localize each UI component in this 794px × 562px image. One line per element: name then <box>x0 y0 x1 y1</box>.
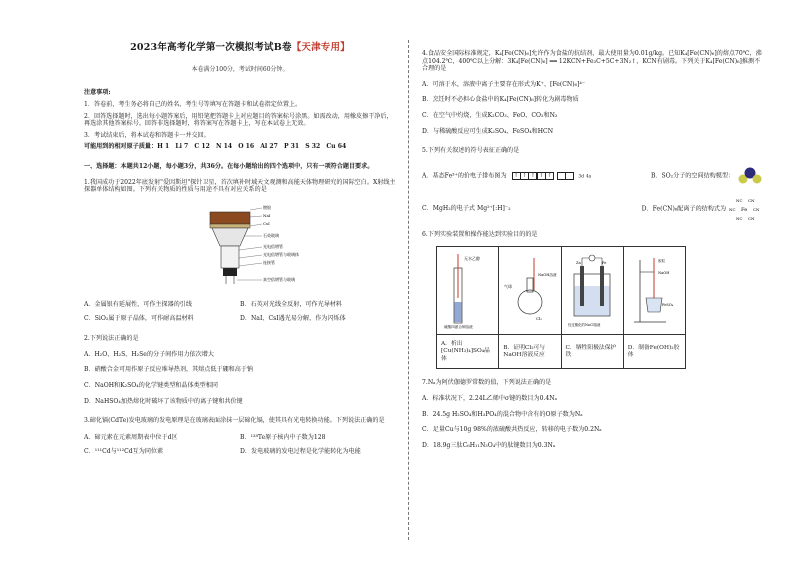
option-b: B．¹²⁸Te原子核内中子数为128 <box>240 433 326 441</box>
svg-text:CN: CN <box>753 206 760 212</box>
fig-label: 光电倍增管 <box>263 243 283 249</box>
title-main: 2023年高考化学第一次模拟考试B卷 <box>130 42 292 53</box>
fig-text: Cl₂ <box>535 315 542 321</box>
question-3-stem: 3.碲化镉(CdTe)发电玻璃的发电原理是在玻璃表面涂抹一层碲化镉，使其具有光电转换功能。下列说法正确的是 <box>84 417 385 425</box>
option-c: C．SiO₂属于原子晶体，可作耐高温材料 <box>84 315 194 323</box>
label-b: B．证明Cl₂可与NaOH溶液反应 <box>499 335 561 369</box>
fe-cn-structure-icon <box>728 197 762 221</box>
orbital-box: ↑ <box>512 172 521 180</box>
svg-text:NC: NC <box>736 215 743 221</box>
apparatus-a <box>440 250 496 330</box>
option-a: A．H₂O、H₂S、H₂Se的分子间作用力依次增大 <box>84 350 214 358</box>
note-item: 3．考试结束后，将本试卷和答题卡一并交回。 <box>84 131 210 139</box>
svg-text:NC: NC <box>736 197 743 203</box>
option-d: D．发电玻璃的发电过程是化学能转化为电能 <box>240 448 361 456</box>
svg-text:Fe: Fe <box>741 206 748 213</box>
orbital-box: ↑ <box>545 172 554 180</box>
fig-cell-c <box>561 247 623 335</box>
question-5-row-cd <box>422 197 762 221</box>
apparatus-c <box>564 250 620 330</box>
label-d: D．制备Fe(OH)₂胶体 <box>623 335 685 369</box>
option-c: C．¹¹¹Cd与¹¹²Cd互为同位素 <box>84 448 164 456</box>
section-1-heading: 一、选择题：本题共12小题，每小题3分，共36分。在每小题给出的四个选项中，只有一项符合题目要求。 <box>84 163 374 171</box>
title-tag: 【天津专用】 <box>291 42 350 53</box>
fig-text: 气球 <box>503 283 512 289</box>
left-column <box>84 34 396 456</box>
column-divider <box>408 40 409 540</box>
question-1-options <box>84 301 396 323</box>
so2-model-icon <box>736 167 762 185</box>
question-6 <box>422 231 762 370</box>
fig-text: Fe <box>602 260 607 265</box>
question-5 <box>422 147 762 221</box>
question-7-stem: 7.Nₐ为阿伏伽德罗常数的值，下列说法正确的是 <box>422 379 552 387</box>
fig-cell-d <box>623 247 685 335</box>
question-3-options <box>84 434 396 456</box>
orbital-diagram <box>512 172 574 180</box>
question-6-stem: 6.下列实验装置和操作能达到实验目的的是 <box>422 230 538 238</box>
fig-cell-a <box>437 247 499 335</box>
option-d: D．与稀硫酸反应可生成K₂SO₄、FeSO₄和HCN <box>422 127 554 135</box>
label-c: C．牺牲阳极法保护铁 <box>561 335 623 369</box>
orbital-label-3d: 3d <box>578 174 585 180</box>
option-c: C．MgH₂的电子式 Mg²⁺[:H]⁻₂ <box>422 205 511 213</box>
question-4-stem: 4.食品安全国际标准规定，K₄[Fe(CN)₆]允许作为食盐的抗结剂，最大使用量为0.01g/kg。已知K₄[Fe(CN)₆]的熔点70℃，沸点104.2℃，400℃以上分解：3K₄[Fe(CN)₆] ══ 12KCN+Fe₃C+5C+3N₂↑，KCN有剧毒。下列关于K₄[Fe(CN)₆]推测不合理的是 <box>422 50 762 73</box>
exam-subtitle: 本卷满分100分，考试时间60分钟。 <box>191 65 289 73</box>
fig-text: NaOH <box>658 270 670 275</box>
orbital-label-4s: 4s <box>586 174 592 180</box>
fig-label: 光电倍增管与玻璃体 <box>263 251 299 257</box>
right-column <box>422 34 762 450</box>
option-c: C．在空气中灼烧，生成K₂CO₃、FeO、CO₂和N₂ <box>422 112 558 120</box>
option-a-text: A．基态Fe³⁺的价电子排布图为 <box>422 172 507 180</box>
svg-text:CN: CN <box>748 215 755 221</box>
option-b: B．24.5g H₂SO₄和H₃PO₄的混合物中含有的O原子数为Nₐ <box>422 410 583 418</box>
option-a: A．标准状况下，2.24L乙烯中σ键的数目为0.4Nₐ <box>422 395 557 403</box>
fig-text: FeSO₄ <box>662 302 674 307</box>
question-7 <box>422 379 762 449</box>
fig-text: NaOH溶液 <box>537 272 557 277</box>
option-b-text: B．SO₂分子的空间结构模型： <box>650 172 735 180</box>
question-1-stem: 1.我国成功于2022年底发射"爱因斯坦"探针卫星，首次填补时域天文观测和高能天体物理研究的国际空白。X射线主探器单体结构如图。下列有关物质的性质与用途不具有对应关系的是 <box>84 178 396 194</box>
apparatus-d <box>626 250 682 330</box>
note-item: 1．答卷前，考生务必将自己的姓名、考生号等填写在答题卡和试卷指定位置上。 <box>84 100 302 108</box>
question-5-stem: 5.下列有关叙述的符号表征正确的是 <box>422 147 520 155</box>
label-a: A．析出[Cu(NH₃)₄]SO₄晶体 <box>437 335 499 369</box>
fig-text: 无水乙醇 <box>463 255 480 261</box>
orbital-box <box>565 172 574 180</box>
question-1 <box>84 179 396 323</box>
option-b: B．烹饪时不必担心食盐中的K₄[Fe(CN)₆]转化为剧毒物质 <box>422 96 579 104</box>
option-c: C．足量Cu与10g 98%的浓硫酸共热反应，转移的电子数为0.2Nₐ <box>422 426 602 434</box>
question-4 <box>422 50 762 135</box>
exam-title <box>84 42 396 54</box>
option-a: A．金属银有延展性，可作主探器的引线 <box>84 300 192 308</box>
option-d: D．18.9g三肽C₆H₁₁N₃O₄中的肽键数目为0.3Nₐ <box>422 441 556 449</box>
option-a: A．可溶于水，溶液中离子主要存在形式为K⁺、[Fe(CN)₆]⁴⁻ <box>422 80 586 88</box>
svg-text:CN: CN <box>748 197 755 203</box>
fig-label: 连接管 <box>263 259 275 265</box>
fig-text: 胶粒 <box>658 258 666 263</box>
fig-label: 镀银 <box>263 204 271 210</box>
question-5-row-ab <box>422 167 762 185</box>
orbital-box: ↑ <box>528 172 537 180</box>
option-b: B．硝酸合金可用作原子反应堆导热剂，其熔点低于硼和高于钠 <box>84 366 254 374</box>
apparatus-b <box>502 250 558 330</box>
fig-label: 真空倍增管与玻璃 <box>263 276 295 282</box>
atomic-masses: 可能用到的相对原子质量：H 1 Li 7 C 12 N 14 O 16 Al 27 P 31 S 32 Cu 64 <box>84 143 347 151</box>
fig-text: Zn <box>576 260 581 265</box>
option-b <box>651 167 762 185</box>
question-2 <box>84 335 396 405</box>
option-d: D．NaI、CsI遇光易分解，作为闪烁体 <box>240 315 346 323</box>
detector-figure <box>204 200 314 292</box>
option-a <box>422 172 591 180</box>
fig-label: CsI <box>263 220 270 226</box>
fig-label: 石英玻璃 <box>263 232 279 238</box>
question-2-stem: 2.下列说法正确的是 <box>84 335 139 343</box>
option-d <box>642 197 762 221</box>
fig-label: NaI <box>263 212 271 218</box>
option-d: D．NaHSO₄加热熔化时破坏了该物质中的离子键和共价键 <box>84 397 243 405</box>
option-b: B．石英对光线全反射，可作光导材料 <box>240 300 342 308</box>
notes-block <box>84 89 396 151</box>
notes-heading: 注意事项: <box>84 89 111 97</box>
fig-cell-b <box>499 247 561 335</box>
option-c: C．NaOH和K₂SO₄的化学键类型和晶体类型相同 <box>84 381 218 389</box>
note-item: 2．回答选择题时，选出每小题答案后，用铅笔把答题卡上对应题目的答案标号涂黑。如需改动，用橡皮擦干净后，再选涂其他答案标号。回答非选择题时，将答案写在答题卡上，写在本试卷上无效。 <box>84 112 393 128</box>
fig-text: 经过酸化的NaCl溶液 <box>568 322 601 327</box>
svg-text:NC: NC <box>729 206 736 212</box>
question-3 <box>84 417 396 456</box>
fig-text: 硫酸四氨合铜溶液 <box>443 324 473 329</box>
detector-diagram <box>204 200 314 292</box>
option-a: A．碲元素在元素周期表中位于d区 <box>84 433 178 441</box>
orbital-box: ↑ <box>520 172 529 180</box>
question-6-table <box>436 246 686 369</box>
option-d-text: D．Fe(CN)₆配离子的结构式为 <box>641 205 727 213</box>
orbital-box: ↑ <box>537 172 546 180</box>
